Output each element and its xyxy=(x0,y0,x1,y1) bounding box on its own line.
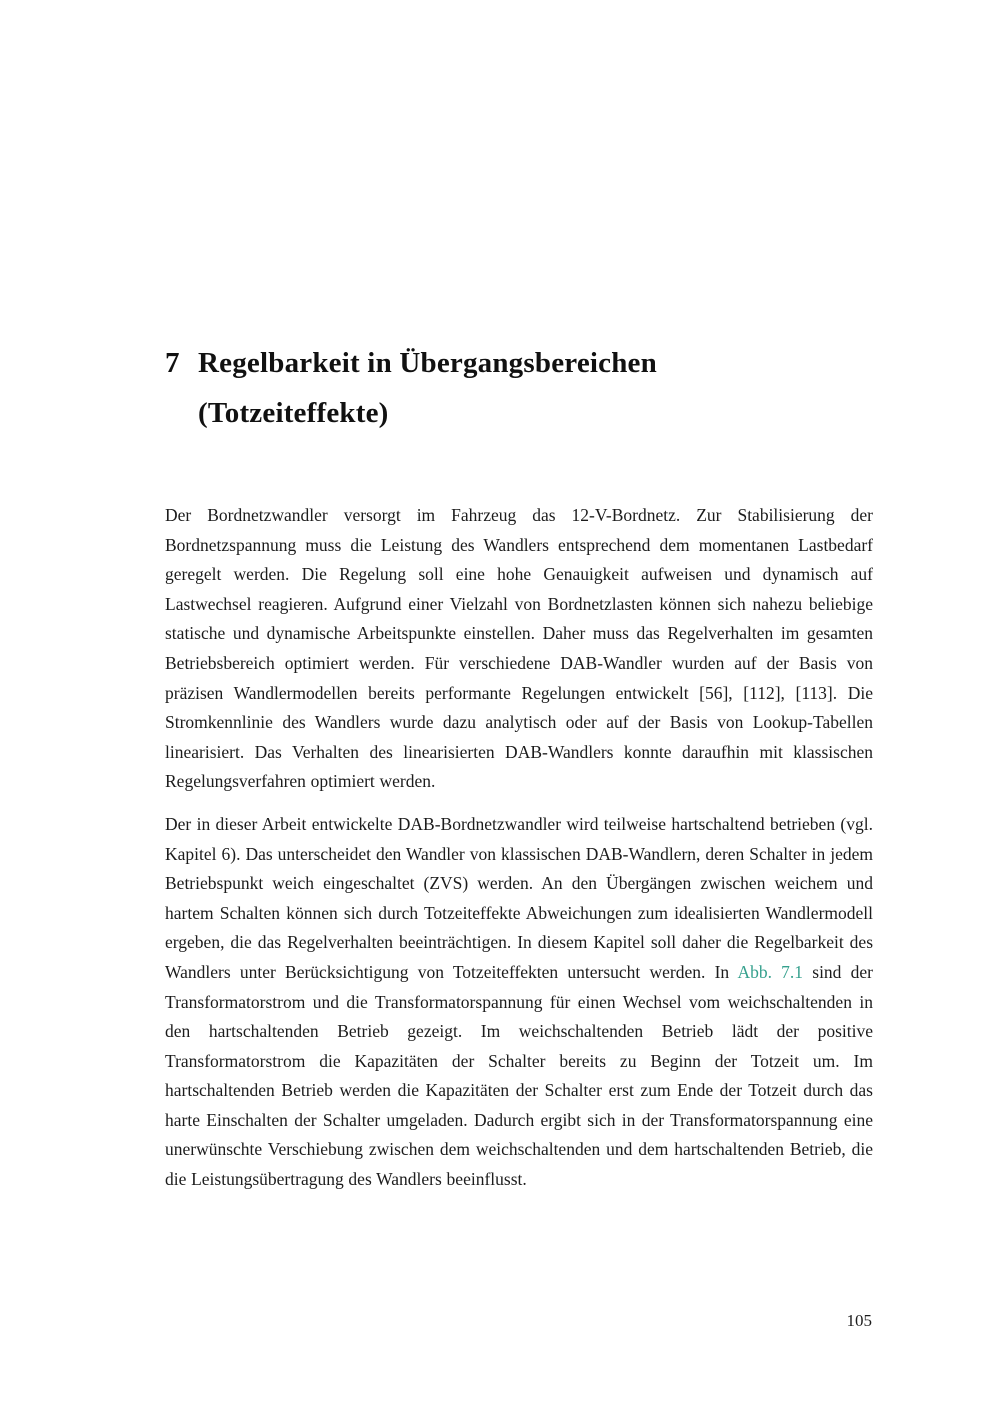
chapter-number: 7 xyxy=(165,347,180,379)
paragraph-2-text-after: sind der Transformatorstrom und die Transformatorspannung für einen Wechsel vom weichschaltenden in den hartschaltenden Betrieb gezeigt. Im weichschaltenden Betrieb lädt der positive Transformatorstrom die Kapazitäten der Schalter bereits zu Beginn der Totzeit um. Im hartschaltenden Betrieb werden die Kapazitäten der Schalter erst zum Ende der Totzeit durch das harte Einschalten der Schalter umgeladen. Dadurch ergibt sich in der Transformatorspannung eine unerwünschte Verschiebung zwischen dem weichschaltenden und dem hartschaltenden Betrieb, die die Leistungsübertragung des Wandlers beeinflusst. xyxy=(165,961,873,1190)
page-number: 105 xyxy=(846,1311,872,1330)
paragraph-2-text-before: Der in dieser Arbeit entwickelte DAB-Bordnetzwandler wird teilweise hartschaltend betrieben (vgl. Kapitel 6). Das unterscheidet den Wandler von klassischen DAB-Wandlern, deren Schalter in jedem Betriebspunkt weich eingeschaltet (ZVS) werden. An den Übergängen zwischen weichem und hartem Schalten können sich durch Totzeiteffekte Abweichungen zum idealisierten Wandlermodell ergeben, die das Regelverhalten beeinträchtigen. In diesem Kapitel soll daher die Regelbarkeit des Wandlers unter Berücksichtigung von Totzeiteffekten untersucht werden. In xyxy=(165,813,873,982)
text-block xyxy=(165,338,873,1195)
chapter-title xyxy=(198,338,657,438)
chapter-title-line1: Regelbarkeit in Übergangsbereichen xyxy=(198,347,657,379)
paragraph-2 xyxy=(165,810,873,1195)
chapter-title-line2: (Totzeiteffekte) xyxy=(198,397,389,429)
figure-reference-link[interactable]: Abb. 7.1 xyxy=(737,961,804,982)
paragraph-1: Der Bordnetzwandler versorgt im Fahrzeug das 12-V-Bordnetz. Zur Stabilisierung der Bordnetzspannung muss die Leistung des Wandlers entsprechend dem momentanen Lastbedarf geregelt werden. Die Regelung soll eine hohe Genauigkeit aufweisen und dynamisch auf Lastwechsel reagieren. Aufgrund einer Vielzahl von Bordnetzlasten können sich nahezu beliebige statische und dynamische Arbeitspunkte einstellen. Daher muss das Regelverhalten im gesamten Betriebsbereich optimiert werden. Für verschiedene DAB-Wandler wurden auf der Basis von präzisen Wandlermodellen bereits performante Regelungen entwickelt [56], [112], [113]. Die Stromkennlinie des Wandlers wurde dazu analytisch oder auf der Basis von Lookup-Tabellen linearisiert. Das Verhalten des linearisierten DAB-Wandlers konnte daraufhin mit klassischen Regelungsverfahren optimiert werden. xyxy=(165,505,873,792)
body-text xyxy=(165,501,873,1195)
chapter-heading xyxy=(165,338,873,438)
